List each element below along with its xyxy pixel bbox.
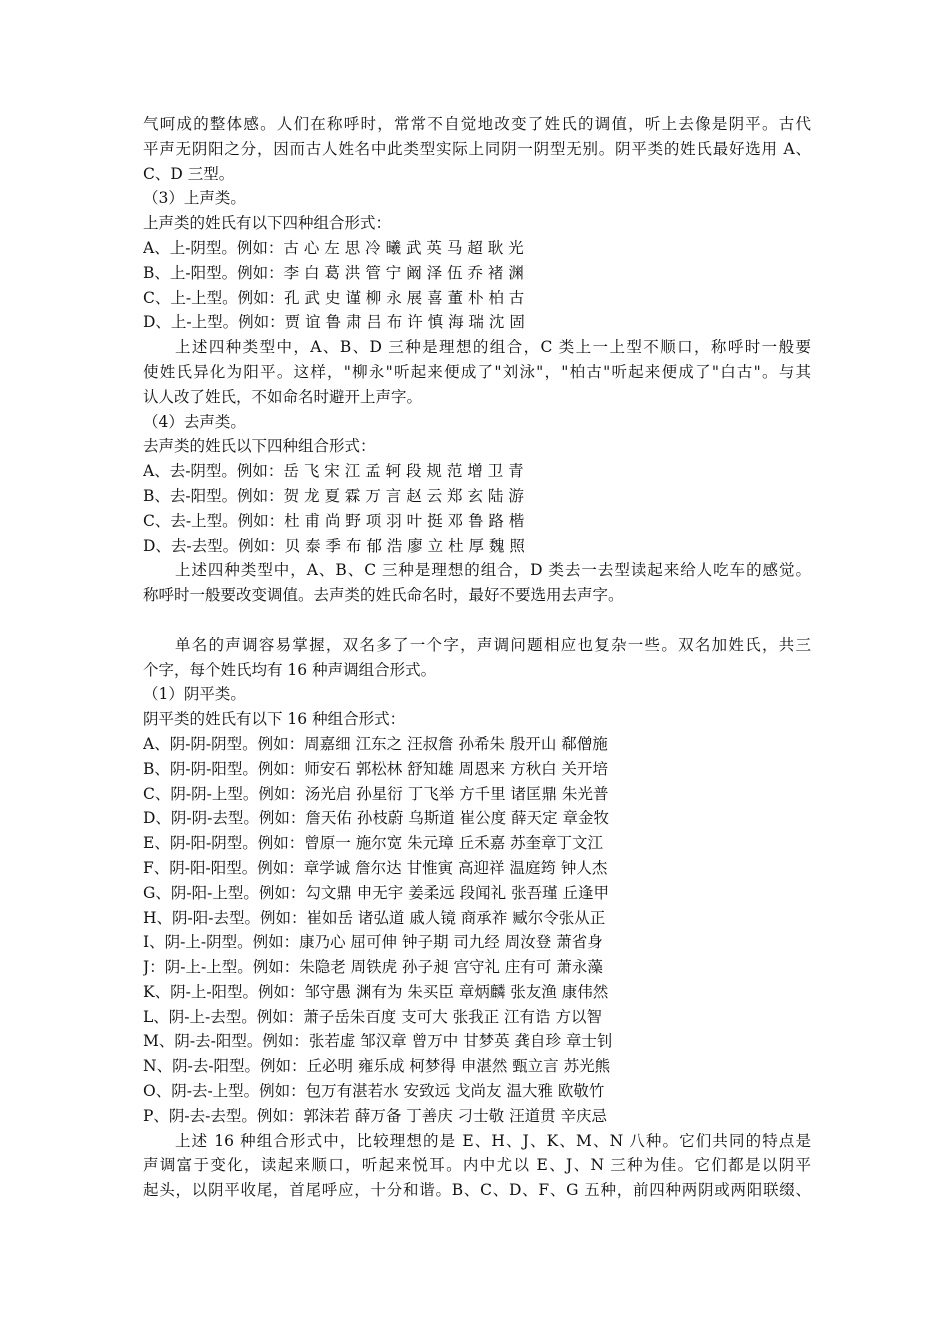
text-line: （4）去声类。 <box>143 412 246 431</box>
text-line: A、去-阴型。例如：岳 飞 宋 江 孟 轲 段 规 范 增 卫 青 <box>143 462 524 481</box>
text-line: （1）阴平类。 <box>143 685 246 704</box>
text-line: O、阴-去-上型。例如：包万有湛若水 安致远 戈尚友 温大雅 欧敬竹 <box>143 1082 605 1101</box>
text-line: B、阴-阴-阳型。例如：师安石 郭松林 舒知雄 周恩来 方秋白 关开培 <box>143 759 609 778</box>
text-line: D、上-上型。例如：贾 谊 鲁 肃 吕 布 许 慎 海 瑞 沈 固 <box>143 313 525 332</box>
document-page <box>143 112 811 1203</box>
text-line: M、阴-去-阳型。例如：张若虚 邹汉章 曾万中 甘梦英 龚自珍 章士钊 <box>143 1032 613 1051</box>
text-line: B、去-阳型。例如：贺 龙 夏 霖 万 言 赵 云 郑 玄 陆 游 <box>143 486 524 505</box>
text-line: 去声类的姓氏以下四种组合形式： <box>143 437 376 456</box>
text-line: C、去-上型。例如：杜 甫 尚 野 项 羽 叶 挺 邓 鲁 路 楷 <box>143 511 525 530</box>
text-line: 使姓氏异化为阳平。这样，"柳永"听起来便成了"刘泳"，"柏古"听起来便成了"白古"。与其 <box>143 362 811 381</box>
text-line: B、上-阳型。例如：李 白 葛 洪 管 宁 阚 泽 伍 乔 褚 渊 <box>143 263 524 282</box>
text-line: 单名的声调容易掌握，双名多了一个字，声调问题相应也复杂一些。双名加姓氏，共三 <box>175 635 811 654</box>
text-line: I、阴-上-阴型。例如：康乃心 屈可伸 钟子期 司九经 周汝登 萧省身 <box>143 933 603 952</box>
text-line: 个字，每个姓氏均有 16 种声调组合形式。 <box>143 660 437 679</box>
text-line: D、去-去型。例如：贝 泰 季 布 郁 浩 廖 立 杜 厚 魏 照 <box>143 536 525 555</box>
text-line: L、阴-上-去型。例如：萧子岳朱百度 支可大 张我正 江有诰 方以智 <box>143 1007 602 1026</box>
text-line: P、阴-去-去型。例如：郭沫若 薛万备 丁善庆 刁士敬 汪道贯 辛庆忌 <box>143 1106 608 1125</box>
text-line: H、阴-阳-去型。例如：崔如岳 诸弘道 戚人镜 商承祚 臧尔令张从正 <box>143 908 606 927</box>
text-line: （3）上声类。 <box>143 189 246 208</box>
text-line: F、阴-阳-阳型。例如：章学诚 詹尔达 甘惟寅 高迎祥 温庭筠 钟人杰 <box>143 858 608 877</box>
text-line: N、阴-去-阳型。例如：丘必明 雍乐成 柯梦得 申湛然 甄立言 苏光熊 <box>143 1057 611 1076</box>
text-line: C、上-上型。例如：孔 武 史 谨 柳 永 展 喜 董 朴 柏 古 <box>143 288 525 307</box>
text-line: J：阴-上-上型。例如：朱隐老 周铁虎 孙子昶 宫守礼 庄有可 萧永藻 <box>143 958 603 977</box>
text-line: A、阴-阴-阴型。例如：周嘉细 江东之 汪叔詹 孙希朱 殷开山 郗僧施 <box>143 734 608 753</box>
text-line: 上述四种类型中，A、B、C 三种是理想的组合，D 类去一去型读起来给人吃车的感觉。 <box>175 561 811 580</box>
text-line: 阴平类的姓氏有以下 16 种组合形式： <box>143 710 406 729</box>
blank-line <box>143 608 811 633</box>
text-line: K、阴-上-阳型。例如：邹守愚 渊有为 朱买臣 章炳麟 张友渔 康伟然 <box>143 982 609 1001</box>
text-line: 上声类的姓氏有以下四种组合形式： <box>143 214 392 233</box>
text-line: C、阴-阴-上型。例如：汤光启 孙星衍 丁飞举 方千里 诸匡鼎 朱光普 <box>143 784 609 803</box>
text-line: 平声无阴阳之分，因而古人姓名中此类型实际上同阴一阴型无别。阴平类的姓氏最好选用 A、 <box>143 139 811 158</box>
text-line: G、阴-阳-上型。例如：勾文鼎 申无宇 姜柔远 段闻礼 张吾瑾 丘逢甲 <box>143 883 609 902</box>
text-line: 认人改了姓氏，不如命名时避开上声字。 <box>143 387 423 406</box>
text-line: 称呼时一般要改变调值。去声类的姓氏命名时，最好不要选用去声字。 <box>143 586 624 605</box>
text-line: 声调富于变化，读起来顺口，听起来悦耳。内中尤以 E、J、N 三种为佳。它们都是以阴平 <box>143 1156 811 1175</box>
text-line: D、阴-阴-去型。例如：詹天佑 孙枝蔚 乌斯道 崔公度 薛天定 章金牧 <box>143 809 610 828</box>
text-line: 上述四种类型中，A、B、D 三种是理想的组合，C 类上一上型不顺口，称呼时一般要 <box>175 338 811 357</box>
text-line: E、阴-阳-阴型。例如：曾原一 施尔宽 朱元璋 丘禾嘉 苏奎章丁文江 <box>143 834 603 853</box>
text-line: A、上-阴型。例如：古 心 左 思 冷 曦 武 英 马 超 耿 光 <box>143 238 524 257</box>
text-line: C、D 三型。 <box>143 164 235 183</box>
text-line: 气呵成的整体感。人们在称呼时，常常不自觉地改变了姓氏的调值，听上去像是阴平。古代 <box>143 115 811 133</box>
text-line: 上述 16 种组合形式中，比较理想的是 E、H、J、K、M、N 八种。它们共同的特点是 <box>175 1131 811 1150</box>
text-line: 起头，以阴平收尾，首尾呼应，十分和谐。B、C、D、F、G 五种，前四种两阴或两阳联缀、 <box>143 1181 811 1200</box>
